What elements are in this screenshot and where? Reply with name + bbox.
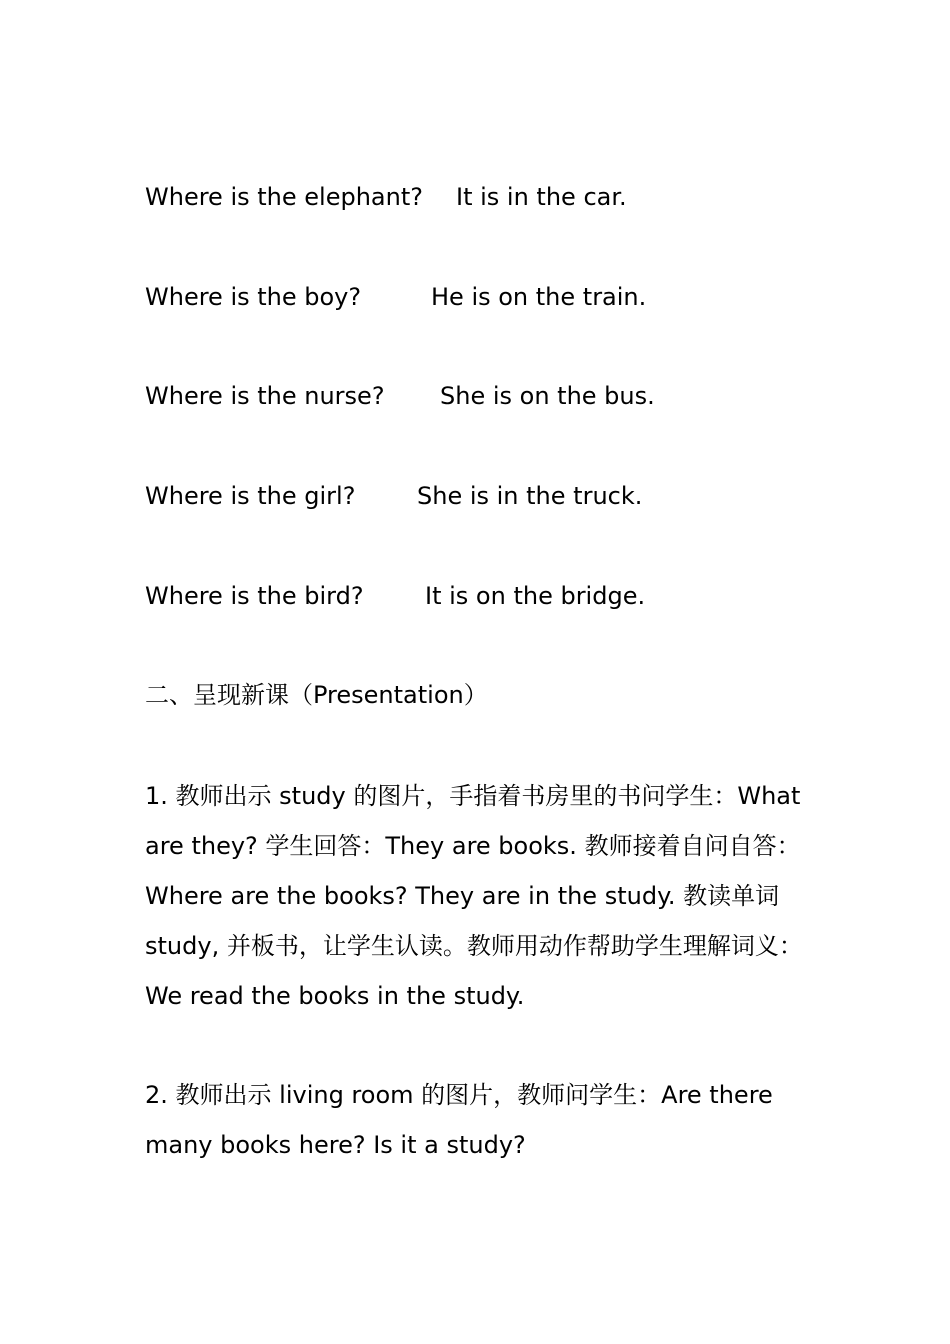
answer-text: She is on the bus. (440, 382, 655, 410)
question-text: Where is the girl? (145, 482, 356, 510)
question-text: Where is the boy? (145, 283, 362, 311)
dialogue-line (145, 382, 655, 411)
question-text: Where is the nurse? (145, 382, 385, 410)
dialogue-line (145, 283, 646, 312)
step-paragraph: 2. 教师出示 living room 的图片，教师问学生：Are there many books here? Is it a study? (145, 1081, 773, 1159)
question-text: Where is the elephant? (145, 183, 423, 211)
answer-text: She is in the truck. (417, 482, 643, 510)
question-text: Where is the bird? (145, 582, 364, 610)
dialogue-line (145, 183, 627, 212)
answer-text: He is on the train. (431, 283, 647, 311)
dialogue-line (145, 582, 645, 611)
dialogue-line (145, 482, 642, 511)
section-heading: 二、呈现新课（Presentation） (145, 681, 488, 709)
step-paragraph: 1. 教师出示 study 的图片，手指着书房里的书问学生：What are they? 学生回答：They are books. 教师接着自问自答：Where are the books? They are in the study. 教读单词 study, 并板书，让学生认读。教师用动作帮助学生理解词义：We read the books in the study. (145, 782, 803, 1010)
answer-text: It is in the car. (456, 183, 627, 211)
answer-text: It is on the bridge. (425, 582, 646, 610)
